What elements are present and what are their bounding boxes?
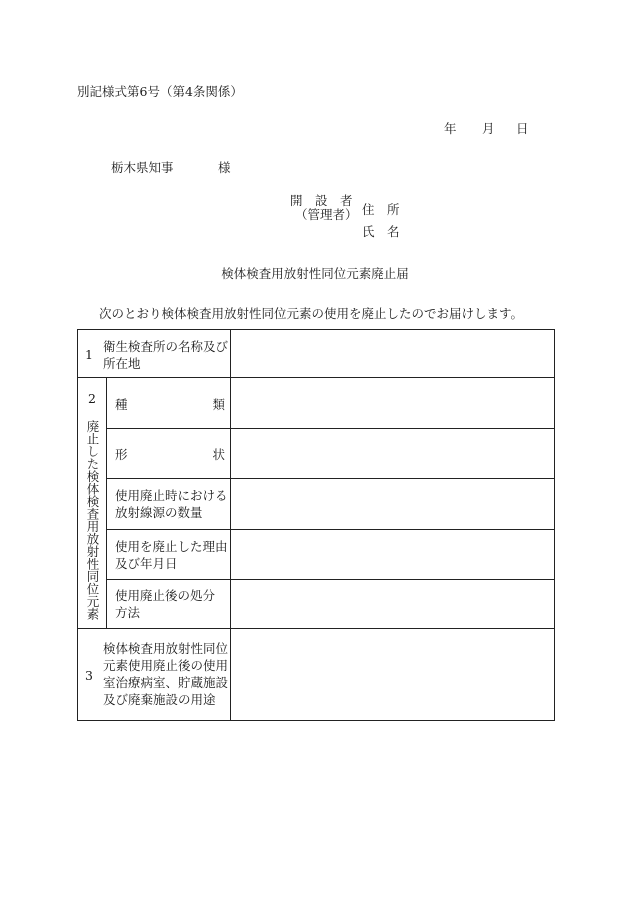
row-line (78, 377, 554, 378)
item-shape-right: 状 (212, 447, 225, 462)
item-shape-label (115, 446, 225, 463)
item-disposal-label (115, 587, 215, 621)
item-kind-right: 類 (212, 397, 225, 412)
item-quantity-label (115, 487, 228, 521)
section2-number: 2 (88, 391, 96, 406)
row-line (106, 478, 554, 479)
item-quantity-line: 使用廃止時における (115, 488, 228, 503)
item-kind-label (115, 396, 225, 413)
row1-label-line: 所在地 (103, 356, 141, 371)
item-reason-line: 使用を廃止した理由 (115, 539, 228, 554)
date-month-label: 月 (482, 121, 495, 136)
row-line (106, 579, 554, 580)
row1-label-line: 衛生検査所の名称及び (103, 339, 229, 354)
row1-label (103, 338, 228, 372)
notification-table (77, 329, 555, 721)
section2-divider (106, 378, 107, 628)
item-reason-line: 及び年月日 (115, 556, 178, 571)
manager-label: （管理者） (295, 207, 358, 222)
addressee-honorific: 様 (218, 160, 231, 175)
date-year-label: 年 (444, 121, 457, 136)
item-shape-left: 形 (115, 447, 128, 462)
document-title: 検体検査用放射性同位元素廃止届 (221, 266, 409, 281)
row1-number: 1 (85, 347, 93, 362)
section2-vertical-label: 廃止した検体検査用放射性同位元素 (85, 420, 100, 620)
row-line (106, 428, 554, 429)
row3-label-line: 元素使用廃止後の使用 (103, 658, 229, 673)
item-disposal-line: 使用廃止後の処分 (115, 588, 216, 603)
address-label: 住 所 (362, 202, 400, 217)
item-quantity-line: 放射線源の数量 (115, 505, 203, 520)
row3-label-line: 室治療病室、貯蔵施設 (103, 675, 229, 690)
opener-label: 開 設 者 (290, 193, 353, 208)
row3-label (103, 640, 228, 708)
item-reason-label (115, 538, 228, 572)
row3-label-line: 及び廃棄施設の用途 (103, 692, 216, 707)
item-kind-left: 種 (115, 397, 128, 412)
name-label: 氏 名 (362, 224, 400, 239)
column-divider (230, 330, 231, 720)
date-day-label: 日 (516, 121, 529, 136)
item-disposal-line: 方法 (115, 605, 141, 620)
addressee-name: 栃木県知事 (111, 160, 174, 175)
row-line (78, 628, 554, 629)
row3-label-line: 検体検査用放射性同位 (103, 641, 229, 656)
form-number-label: 別記様式第6号（第4条関係） (77, 84, 243, 99)
row3-number: 3 (85, 668, 93, 683)
intro-text: 次のとおり検体検査用放射性同位元素の使用を廃止したのでお届けします。 (99, 306, 524, 321)
row-line (106, 529, 554, 530)
